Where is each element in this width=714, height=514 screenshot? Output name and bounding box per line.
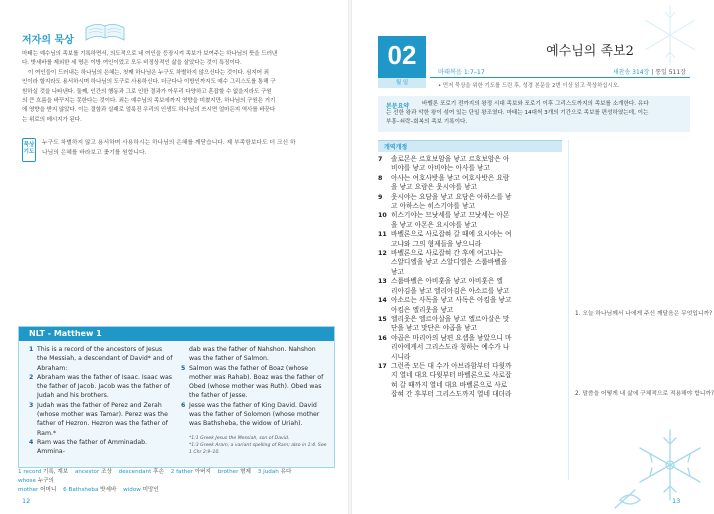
verse-number (181, 345, 189, 364)
verse-text: Judah was the father of Perez and Zerah (whose mother was Tamar). Perez was the father of Hezron. Hezron was the father of Ram.* (37, 401, 168, 437)
scripture-text (378, 155, 562, 400)
hymn-label: 새찬송 314장 (612, 69, 650, 76)
summary-line: 부흥–쇠락–회복의 족보 기록이다. (386, 119, 468, 125)
verse-line (378, 155, 562, 164)
reflection-question-1: 1. 오늘 하나님께서 나에게 주신 깨달음은 무엇입니까? (575, 311, 713, 317)
left-page (0, 0, 350, 514)
snowflake-decoration-icon (610, 0, 700, 70)
verse-text: 아킴은 엘리웃을 낳고 (391, 305, 454, 314)
right-page (350, 0, 714, 514)
verse-line (378, 164, 562, 173)
verse-text: 지 열네 대요 다윗부터 바벨론으로 사로잡 (391, 371, 512, 380)
verse-text: 스알디엘을 낳고 스알디엘은 스룹바벨을 (391, 258, 508, 267)
body-line: 다. 밧세바를 제외한 세 명은 이방 여인이었고 모두 비정상적인 삶을 살았다는 것이 특징이다. (22, 60, 242, 67)
verse-number: 5 (181, 364, 186, 372)
verse-text: 바벨론으로 사로잡혀 간 후에 여고냐는 (391, 249, 503, 258)
body-line: 마태는 예수님의 족보를 기록하면서, 의도적으로 네 여인을 등장시켜 족보가 보여주는 하나님의 뜻을 드러낸 (22, 51, 278, 57)
verse-text: 바벨론으로 사로잡혀 갈 때에 요시야는 여 (391, 230, 512, 239)
verse-text: 리아에게서 그리스도라 칭하는 예수가 나 (391, 343, 510, 352)
vocab-item: widow 미망인 (123, 487, 159, 493)
verse-number: 2 (29, 373, 34, 381)
verse-line (378, 221, 562, 230)
body-line: 인이라 할지라도 용서하시며 하나님의 도구로 사용하신다. 더군다나 이방인까지도 예수 그리스도를 통해 구 (22, 79, 276, 86)
verse-line (378, 371, 562, 380)
verse-text: 시니라 (391, 352, 411, 361)
verse-line (378, 390, 562, 399)
verse-number: 6 (181, 401, 186, 409)
verse-number (378, 343, 391, 352)
verse-line (378, 240, 562, 249)
verse-number (378, 258, 391, 267)
verse-text: 을 낳고 요람은 웃시야를 낳고 (391, 183, 478, 192)
open-book-icon (84, 22, 126, 44)
verse-text: 잡혀 간 후부터 그리스도까지 열네 대더라 (391, 390, 512, 399)
verse-line (378, 324, 562, 333)
verse-number (378, 268, 391, 277)
verse-line (378, 287, 562, 296)
verse-line (378, 230, 562, 239)
verse-text: 그런즉 모든 대 수가 아브라함부터 다윗까 (391, 361, 512, 370)
version-label: 개역개정 (384, 144, 408, 151)
verse-line (378, 381, 562, 390)
verse-number: 3 (29, 401, 34, 409)
meditation-body (22, 50, 328, 125)
nlt-verse (29, 345, 174, 373)
summary-box (378, 96, 690, 132)
body-line: 의 큰 흐름을 바꾸지는 못한다는 것이다. 죄는 예수님의 족보에까지 영향을 미쳤지만, 하나님의 구원은 거기 (22, 98, 276, 105)
summary-label: 본문요약 (386, 103, 410, 110)
page-number-left: 12 (22, 497, 31, 505)
verse-line (378, 193, 562, 202)
verse-number (378, 353, 391, 362)
verse-number: 13 (378, 278, 387, 286)
vocab-item: mother 어머니 (18, 487, 57, 493)
verse-line (378, 183, 562, 192)
vocab-item: 2 father 아버지 (170, 469, 211, 475)
nlt-column-1 (29, 345, 174, 457)
prayer-badge: 묵상 기도 (22, 138, 36, 162)
verse-number: 1 (29, 346, 34, 353)
vocab-item: descendant 후손 (118, 469, 164, 475)
day-number: 02 (387, 40, 417, 70)
verse-line (378, 268, 562, 277)
verse-number: 15 (378, 315, 387, 323)
verse-text: 웃시야는 요담을 낳고 요담은 아하스를 낳 (391, 192, 512, 201)
verse-text: 고냐와 그의 형제들을 낳으니라 (391, 239, 482, 248)
verse-number: 9 (378, 193, 383, 201)
column-divider (568, 140, 569, 480)
nlt-header (19, 327, 334, 341)
verse-line (378, 334, 562, 343)
verse-number (378, 287, 391, 296)
nlt-header-label: NLT - Matthew 1 (29, 329, 102, 338)
hymn-reference (613, 67, 686, 76)
nlt-box (18, 326, 335, 468)
verse-text: 스룹바벨은 아비훗을 낳고 아비훗은 엘 (391, 277, 503, 286)
verse-line (378, 277, 562, 286)
verse-number: 7 (378, 156, 383, 163)
verse-line (378, 315, 562, 324)
prayer-text (42, 138, 332, 158)
nlt-verse (181, 345, 326, 364)
reflection-question-2: 2. 말씀을 어떻게 내 삶에 구체적으로 적용해야 합니까? (575, 391, 714, 397)
nlt-column-2 (181, 345, 326, 429)
verse-text: 단을 낳고 맛단은 야곱을 낳고 (391, 324, 478, 333)
nlt-footnotes (189, 435, 329, 456)
verse-text: Salmon was the father of Boaz (whose mother was Rahab). Boaz was the father of Obed (whose mother was Ruth). Obed was the father of Jesse. (189, 364, 324, 400)
verse-number (378, 390, 391, 399)
nlt-verse (29, 438, 174, 457)
day-number-box (378, 36, 426, 78)
body-line: 에 영향을 받지 않았다. 이는 결함과 실패로 얼룩진 우리의 인생도 하나님의 쓰시면 얼마든지 역사를 바꾼다 (22, 107, 276, 114)
verse-text: 리아김을 낳고 엘리아김은 아소르를 낳고 (391, 286, 510, 295)
verse-text: 을 낳고 아몬은 요시야를 낳고 (391, 220, 478, 229)
verse-text: 아소르는 사독을 낳고 사독은 아킴을 낳고 (391, 296, 512, 305)
korean-scripture-box (378, 140, 562, 481)
verse-line (378, 174, 562, 183)
nlt-verse (29, 373, 174, 401)
verse-number: 16 (378, 334, 387, 342)
verse-text: Jesse was the father of King David. David was the father of Solomon (whose mother was Bathsheba, the widow of Uriah). (189, 401, 320, 428)
body-line: 이 여인들이 드러내는 하나님의 은혜는, 첫째 하나님은 누구도 차별하지 않으신다는 것이다. 심지어 죄 (28, 69, 269, 76)
verse-line (378, 258, 562, 267)
passage-bar (430, 66, 690, 78)
verse-number: 12 (378, 250, 387, 258)
vocabulary-list (18, 468, 333, 495)
verse-number: 10 (378, 212, 387, 220)
page-number-right: 13 (672, 497, 681, 505)
verse-number (378, 221, 391, 230)
prayer-line: 누구도 차별하지 않고 용서하며 사용하시는 하나님의 은혜를 깨닫습니다. 제 부족함보다도 더 크신 하 (42, 140, 296, 146)
body-line: 는 위로의 메시지가 된다. (22, 116, 82, 123)
verse-number (378, 324, 391, 333)
verse-number (378, 164, 391, 173)
verse-line (378, 353, 562, 362)
verse-line (378, 296, 562, 305)
verse-text: 야곱은 마리아의 남편 요셉을 낳았으니 마 (391, 333, 512, 342)
verse-text: 엘리웃은 엘르아살을 낳고 엘르아살은 맛 (391, 314, 510, 323)
version-header (378, 141, 562, 152)
verse-text: Abraham was the father of Isaac. Isaac was the father of Jacob. Jacob was the father of Judah and his brothers. (37, 373, 172, 400)
body-line: 원하실 것을 나타낸다. 둘째, 인간의 행동과 그로 인한 결과가 아무리 다양하고 혼잡할 수 없을지라도 구원 (22, 88, 272, 95)
verse-text: This is a record of the ancestors of Jesus the Messiah, a descendant of David* and of Abraham: (37, 346, 173, 372)
verse-number: 14 (378, 297, 387, 305)
verse-text: 아사는 여호사밧을 낳고 여호사밧은 요람 (391, 173, 510, 182)
vocab-item: brother 형제 (217, 469, 251, 475)
meditation-heading (22, 28, 332, 44)
footnote: *1:1 Greek Jesus the Messiah, son of David. (189, 436, 290, 441)
vocab-item: whose 누구의 (18, 478, 54, 484)
verse-number (378, 240, 391, 249)
verse-text: 솔로몬은 르호보암을 낳고 르호보암은 아 (391, 155, 510, 163)
verse-text: 비야를 낳고 아비야는 아사를 낳고 (391, 164, 490, 173)
prayer-block (22, 136, 332, 166)
summary-line: 는 선한 왕과 악한 왕이 섞여 있는 단일 왕조였다. 마태는 14대씩 3개의 기간으로 족보를 편성하였는데, 이는 (386, 110, 649, 116)
verse-line (378, 343, 562, 352)
verse-text: dab was the father of Nahshon. Nahshon was the father of Salmon. (189, 346, 316, 363)
page-title: 예수님의 족보2 (546, 44, 634, 59)
hymn-old: | 통일 511장 (649, 69, 686, 76)
verse-number: 8 (378, 174, 383, 182)
verse-number (378, 381, 391, 390)
summary-line: 바벨론 포로기 전까지의 왕정 시대 족보와 포로기 이후 그리스도까지의 족보를 소개한다. 유다 (422, 101, 649, 107)
nlt-verse (181, 364, 326, 401)
nlt-verse (29, 401, 174, 438)
verse-number (378, 306, 391, 315)
vocab-item: ancestor 조상 (74, 469, 112, 475)
verse-number (378, 202, 391, 211)
vocab-item: 1 record 기록, 계보 (18, 469, 69, 475)
verse-line (378, 211, 562, 220)
verse-number: 4 (29, 438, 34, 446)
verse-number (378, 371, 391, 380)
vocab-item: 3 Judah 유다 (257, 469, 292, 475)
verse-text: Ram was the father of Amminadab. Ammina- (37, 438, 148, 456)
scripture-passage: 마태복음 1:7–17 (438, 69, 485, 76)
snowflake-branch-icon (600, 420, 700, 510)
verse-text: 혀 갈 때까지 열네 대요 바벨론으로 사로 (391, 380, 508, 389)
book-gutter (348, 0, 352, 514)
prayer-line: 나님의 은혜를 바라보고 좇기를 원합니다. (42, 150, 147, 156)
nlt-verse (181, 401, 326, 429)
footnote: *1:3 Greek Aram, a variant spelling of Ram; also in 1:4. See 1 Chr 2:9–10. (189, 443, 327, 455)
verse-text: 고 아하스는 히스기야를 낳고 (391, 202, 475, 211)
verse-number (378, 183, 391, 192)
verse-number: 17 (378, 362, 387, 370)
vocab-item: 6 Bathsheba 밧세바 (63, 487, 117, 493)
date-label: 월 일 (378, 78, 426, 88)
reading-instruction: • 먼저 묵상을 위한 기도를 드린 후, 성경 본문을 2번 이상 읽고 묵상하십시오. (438, 83, 620, 89)
verse-text: 히스기야는 므낫세를 낳고 므낫세는 아몬 (391, 211, 510, 220)
verse-number: 11 (378, 231, 387, 239)
meditation-title: 저자의 묵상 (22, 35, 74, 46)
verse-line (378, 306, 562, 315)
verse-line (378, 362, 562, 371)
verse-text: 낳고 (391, 267, 404, 276)
